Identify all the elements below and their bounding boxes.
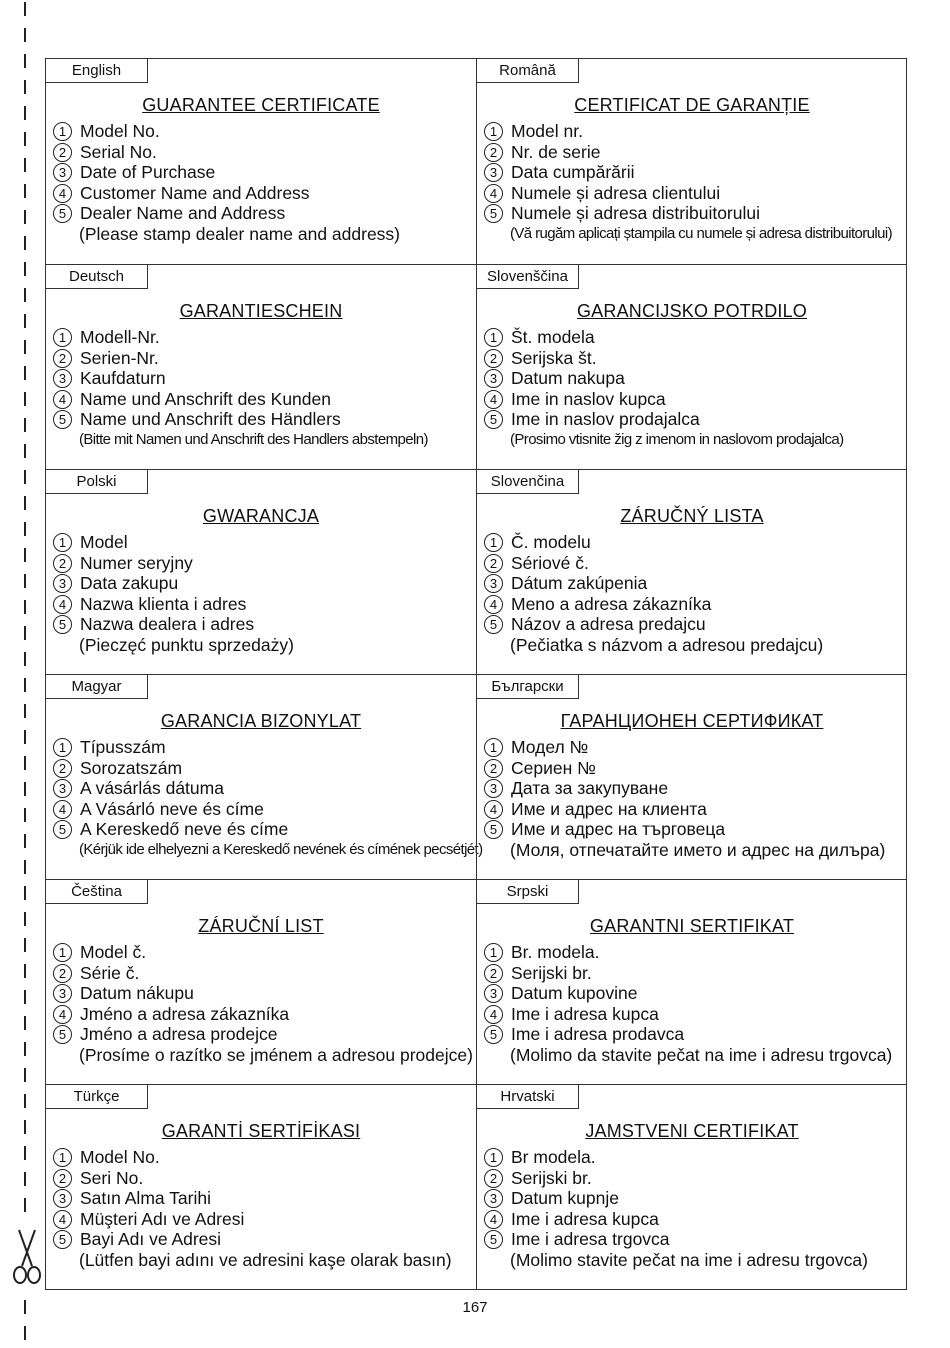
- field-purchase-date: [484, 162, 892, 183]
- field-purchase-date: [484, 573, 823, 594]
- field-label: Numele și adresa distribuitorului: [511, 203, 760, 223]
- field-label: Müşteri Adı ve Adresi: [80, 1208, 245, 1229]
- certificate-polski: [46, 470, 476, 675]
- field-model: [53, 737, 483, 758]
- field-number-badge: 3: [53, 1189, 72, 1208]
- field-label: Ime i adresa prodavca: [511, 1024, 685, 1044]
- stamp-note: (Bitte mit Namen und Anschrift des Handlers abstempeln): [79, 430, 428, 448]
- field-label: Seri No.: [80, 1167, 144, 1188]
- field-number-badge: 3: [484, 574, 503, 593]
- field-number-badge: 3: [53, 779, 72, 798]
- certificate-romana: [476, 59, 907, 264]
- certificate-balgarski: [476, 675, 907, 880]
- stamp-note: (Prosíme o razítko se jménem a adresou prodejce): [79, 1044, 473, 1065]
- field-serial: [484, 348, 844, 369]
- certificate-title: ГАРАНЦИОНЕН СЕРТИФИКАТ: [560, 711, 824, 731]
- field-number-badge: 4: [484, 1005, 503, 1024]
- field-label: Sériové č.: [511, 552, 589, 573]
- field-label: Model No.: [80, 1147, 160, 1167]
- field-customer: [484, 1209, 868, 1230]
- field-list: [53, 327, 428, 450]
- field-label: A vásárlás dátuma: [80, 778, 224, 798]
- field-label: Nr. de serie: [511, 141, 601, 162]
- field-model: [53, 1147, 452, 1168]
- field-number-badge: 5: [484, 615, 503, 634]
- language-tag: Română: [477, 59, 579, 83]
- certificate-title: ZÁRUČNÍ LIST: [198, 916, 324, 936]
- field-number-badge: 1: [53, 328, 72, 347]
- certificate-turkce: [46, 1085, 476, 1290]
- field-customer: [484, 799, 885, 820]
- stamp-note: (Lütfen bayi adını ve adresini kaşe olarak basın): [79, 1249, 452, 1270]
- field-serial: [484, 553, 823, 574]
- certificate-title: GARANTNI SERTIFIKAT: [589, 916, 795, 936]
- field-number-badge: 1: [484, 328, 503, 347]
- field-number-badge: 2: [484, 143, 503, 162]
- field-number-badge: 4: [53, 184, 72, 203]
- field-label: Model č.: [80, 942, 147, 962]
- field-dealer: [53, 1024, 473, 1045]
- language-tag: Polski: [46, 470, 148, 494]
- field-label: Názov a adresa predajcu: [511, 614, 706, 634]
- field-label: Дата за закупуване: [511, 778, 669, 798]
- field-model: [484, 1147, 868, 1168]
- field-serial: [53, 553, 294, 574]
- field-label: Típusszám: [80, 737, 166, 757]
- field-label: Data cumpărării: [511, 162, 635, 182]
- field-dealer: [53, 614, 294, 635]
- field-label: Bayi Adı ve Adresi: [80, 1229, 222, 1249]
- field-customer: [53, 1209, 452, 1230]
- field-label: Date of Purchase: [80, 162, 216, 182]
- stamp-note: (Pečiatka s názvom a adresou predajcu): [510, 634, 824, 655]
- field-label: Št. modela: [511, 327, 595, 347]
- field-number-badge: 5: [484, 1230, 503, 1249]
- certificate-magyar: [46, 675, 483, 880]
- field-number-badge: 1: [484, 1148, 503, 1167]
- stamp-note: (Kérjük ide elhelyezni a Kereskedő nevének és címének pecsétjét): [79, 840, 483, 858]
- certificate-row: [46, 264, 906, 470]
- field-number-badge: 5: [53, 410, 72, 429]
- certificate-row: [46, 469, 906, 675]
- field-label: Модел №: [511, 737, 589, 757]
- language-tag: Slovenčina: [477, 470, 579, 494]
- field-label: Ime in naslov prodajalca: [511, 409, 700, 429]
- certificate-slovenscina: [476, 265, 907, 470]
- field-number-badge: 2: [484, 1169, 503, 1188]
- field-label: Name und Anschrift des Kunden: [80, 388, 331, 409]
- field-serial: [53, 142, 400, 163]
- field-number-badge: 5: [53, 204, 72, 223]
- language-tag: Hrvatski: [477, 1085, 579, 1109]
- field-label: Sorozatszám: [80, 757, 183, 778]
- field-number-badge: 2: [53, 554, 72, 573]
- language-tag: Deutsch: [46, 265, 148, 289]
- field-serial: [53, 348, 428, 369]
- field-label: Kaufdaturn: [80, 368, 166, 388]
- field-number-badge: 3: [484, 163, 503, 182]
- field-number-badge: 3: [484, 369, 503, 388]
- field-number-badge: 5: [53, 615, 72, 634]
- field-list: [484, 1147, 868, 1270]
- field-serial: [484, 142, 892, 163]
- field-label: Dátum zakúpenia: [511, 573, 648, 593]
- field-number-badge: 2: [53, 759, 72, 778]
- language-tag: Български: [477, 675, 579, 699]
- field-number-badge: 4: [53, 1210, 72, 1229]
- field-model: [484, 327, 844, 348]
- field-number-badge: 2: [484, 349, 503, 368]
- field-label: Datum nakupa: [511, 368, 625, 388]
- field-list: [53, 737, 483, 860]
- field-number-badge: 2: [53, 349, 72, 368]
- field-list: [484, 532, 823, 655]
- field-number-badge: 2: [484, 554, 503, 573]
- field-label: Jméno a adresa zákazníka: [80, 1003, 290, 1024]
- field-label: Model nr.: [511, 121, 583, 141]
- field-number-badge: 5: [484, 1025, 503, 1044]
- stamp-note: (Molimo da stavite pečat na ime i adresu trgovca): [510, 1044, 893, 1065]
- field-model: [484, 121, 892, 142]
- field-number-badge: 1: [53, 1148, 72, 1167]
- field-label: Serijski br.: [511, 1167, 592, 1188]
- field-purchase-date: [484, 1188, 868, 1209]
- field-number-badge: 2: [484, 759, 503, 778]
- field-model: [53, 121, 400, 142]
- field-label: Numele și adresa clientului: [511, 182, 721, 203]
- certificate-title: GARANTİ SERTİFİKASI: [161, 1121, 361, 1141]
- field-label: Име и адрес на търговеца: [511, 819, 726, 839]
- field-model: [53, 942, 473, 963]
- field-model: [484, 942, 892, 963]
- field-serial: [53, 758, 483, 779]
- stamp-note: (Prosimo vtisnite žig z imenom in naslovom prodajalca): [510, 430, 844, 448]
- field-label: Modell-Nr.: [80, 327, 160, 347]
- field-number-badge: 4: [484, 595, 503, 614]
- certificate-title: GARANCIA BIZONYLAT: [160, 711, 362, 731]
- certificate-title: GARANCIJSKO POTRDILO: [576, 301, 808, 321]
- field-label: Serien-Nr.: [80, 347, 159, 368]
- field-label: Serijski br.: [511, 962, 592, 983]
- certificate-slovencina: [476, 470, 907, 675]
- field-label: Data zakupu: [80, 573, 179, 593]
- field-purchase-date: [53, 778, 483, 799]
- field-serial: [484, 1168, 868, 1189]
- field-number-badge: 3: [53, 574, 72, 593]
- field-label: Dealer Name and Address: [80, 203, 286, 223]
- field-dealer: [484, 1024, 892, 1045]
- field-number-badge: 3: [484, 1189, 503, 1208]
- field-number-badge: 1: [53, 533, 72, 552]
- field-label: Datum kupnje: [511, 1188, 619, 1208]
- field-number-badge: 2: [53, 1169, 72, 1188]
- language-tag: English: [46, 59, 148, 83]
- field-number-badge: 3: [484, 779, 503, 798]
- field-number-badge: 5: [484, 820, 503, 839]
- field-label: Ime in naslov kupca: [511, 388, 666, 409]
- field-number-badge: 1: [53, 943, 72, 962]
- field-dealer: [53, 1229, 452, 1250]
- field-label: Meno a adresa zákazníka: [511, 593, 712, 614]
- field-label: Име и адрес на клиента: [511, 798, 707, 819]
- certificate-row: [46, 879, 906, 1085]
- field-model: [53, 327, 428, 348]
- field-dealer: [484, 203, 892, 224]
- field-number-badge: 4: [484, 184, 503, 203]
- language-tag: Slovenščina: [477, 265, 579, 289]
- certificate-title: ZÁRUČNÝ LISTA: [620, 506, 764, 526]
- field-dealer: [484, 1229, 868, 1250]
- field-purchase-date: [484, 778, 885, 799]
- field-dealer: [53, 203, 400, 224]
- field-number-badge: 4: [53, 1005, 72, 1024]
- field-number-badge: 4: [53, 390, 72, 409]
- field-purchase-date: [53, 983, 473, 1004]
- certificate-title: GWARANCJA: [202, 506, 320, 526]
- field-customer: [53, 799, 483, 820]
- language-tag: Srpski: [477, 880, 579, 904]
- language-tag: Magyar: [46, 675, 148, 699]
- field-list: [53, 1147, 452, 1270]
- stamp-note: (Please stamp dealer name and address): [79, 223, 401, 244]
- certificate-title: JAMSTVENI CERTIFIKAT: [585, 1121, 799, 1141]
- certificate-row: [46, 674, 906, 880]
- field-number-badge: 1: [53, 738, 72, 757]
- field-model: [484, 532, 823, 553]
- field-dealer: [484, 409, 844, 430]
- field-label: Сериен №: [511, 757, 596, 778]
- field-label: Name und Anschrift des Händlers: [80, 409, 341, 429]
- field-number-badge: 2: [484, 964, 503, 983]
- certificate-title: CERTIFICAT DE GARANȚIE: [574, 95, 810, 115]
- field-label: Nazwa dealera i adres: [80, 614, 255, 634]
- field-number-badge: 5: [53, 820, 72, 839]
- field-label: Ime i adresa kupca: [511, 1003, 659, 1024]
- field-label: Customer Name and Address: [80, 182, 310, 203]
- field-list: [53, 532, 294, 655]
- field-label: Satın Alma Tarihi: [80, 1188, 211, 1208]
- language-tag: Čeština: [46, 880, 148, 904]
- field-label: Br. modela.: [511, 942, 600, 962]
- field-label: Nazwa klienta i adres: [80, 593, 247, 614]
- field-number-badge: 1: [484, 738, 503, 757]
- stamp-note: (Моля, отпечатайте името и адрес на дилъра): [510, 839, 886, 860]
- field-number-badge: 3: [53, 163, 72, 182]
- field-label: Numer seryjny: [80, 552, 193, 573]
- field-purchase-date: [53, 1188, 452, 1209]
- field-number-badge: 4: [53, 800, 72, 819]
- field-number-badge: 1: [484, 533, 503, 552]
- field-dealer: [484, 819, 885, 840]
- field-number-badge: 1: [484, 122, 503, 141]
- field-label: Č. modelu: [511, 532, 591, 552]
- field-purchase-date: [484, 368, 844, 389]
- field-model: [53, 532, 294, 553]
- certificate-row: [46, 1084, 906, 1290]
- certificate-hrvatski: [476, 1085, 907, 1290]
- field-number-badge: 5: [53, 1230, 72, 1249]
- field-label: Ime i adresa kupca: [511, 1208, 659, 1229]
- field-number-badge: 5: [484, 410, 503, 429]
- certificate-cestina: [46, 880, 476, 1085]
- field-customer: [484, 1004, 892, 1025]
- certificate-english: [46, 59, 476, 264]
- field-label: Br modela.: [511, 1147, 596, 1167]
- certificate-title: GARANTIESCHEIN: [179, 301, 343, 321]
- page-number: 167: [462, 1299, 488, 1316]
- field-list: [484, 737, 885, 860]
- stamp-note: (Vă rugăm aplicați ștampila cu numele și adresa distribuitorului): [510, 224, 893, 242]
- field-number-badge: 3: [53, 984, 72, 1003]
- certificate-row: [46, 59, 906, 264]
- field-purchase-date: [53, 162, 400, 183]
- field-customer: [53, 183, 400, 204]
- cut-line: [23, 0, 27, 1348]
- field-label: Ime i adresa trgovca: [511, 1229, 670, 1249]
- field-purchase-date: [484, 983, 892, 1004]
- field-label: A Kereskedő neve és címe: [80, 819, 289, 839]
- field-label: Jméno a adresa prodejce: [80, 1024, 278, 1044]
- field-number-badge: 4: [484, 390, 503, 409]
- field-label: Serial No.: [80, 141, 157, 162]
- field-customer: [484, 594, 823, 615]
- scissors-icon: [11, 1228, 43, 1286]
- field-model: [484, 737, 885, 758]
- field-purchase-date: [53, 573, 294, 594]
- field-number-badge: 4: [53, 595, 72, 614]
- field-number-badge: 2: [53, 964, 72, 983]
- field-label: Série č.: [80, 962, 140, 983]
- field-number-badge: 4: [484, 1210, 503, 1229]
- field-number-badge: 1: [484, 943, 503, 962]
- field-label: Serijska št.: [511, 347, 597, 368]
- field-number-badge: 4: [484, 800, 503, 819]
- field-dealer: [53, 409, 428, 430]
- field-label: A Vásárló neve és címe: [80, 798, 264, 819]
- field-number-badge: 1: [53, 122, 72, 141]
- field-number-badge: 3: [484, 984, 503, 1003]
- field-serial: [53, 1168, 452, 1189]
- stamp-note: (Molimo stavite pečat na ime i adresu trgovca): [510, 1249, 868, 1270]
- field-serial: [53, 963, 473, 984]
- field-dealer: [53, 819, 483, 840]
- field-customer: [53, 1004, 473, 1025]
- field-customer: [484, 183, 892, 204]
- field-list: [53, 942, 473, 1065]
- field-purchase-date: [53, 368, 428, 389]
- field-label: Model: [80, 532, 128, 552]
- field-number-badge: 5: [53, 1025, 72, 1044]
- field-customer: [484, 389, 844, 410]
- field-label: Model No.: [80, 121, 160, 141]
- field-customer: [53, 389, 428, 410]
- field-number-badge: 3: [53, 369, 72, 388]
- field-dealer: [484, 614, 823, 635]
- field-label: Datum kupovine: [511, 983, 638, 1003]
- field-customer: [53, 594, 294, 615]
- language-tag: Türkçe: [46, 1085, 148, 1109]
- guarantee-certificate-grid: [45, 58, 907, 1290]
- certificate-title: GUARANTEE CERTIFICATE: [142, 95, 380, 115]
- field-number-badge: 2: [53, 143, 72, 162]
- stamp-note: (Pieczęć punktu sprzedaży): [79, 634, 294, 655]
- field-serial: [484, 963, 892, 984]
- field-number-badge: 5: [484, 204, 503, 223]
- certificate-deutsch: [46, 265, 476, 470]
- field-list: [484, 942, 892, 1065]
- field-list: [484, 121, 892, 244]
- field-serial: [484, 758, 885, 779]
- field-list: [53, 121, 400, 244]
- field-list: [484, 327, 844, 450]
- certificate-srpski: [476, 880, 907, 1085]
- field-label: Datum nákupu: [80, 983, 194, 1003]
